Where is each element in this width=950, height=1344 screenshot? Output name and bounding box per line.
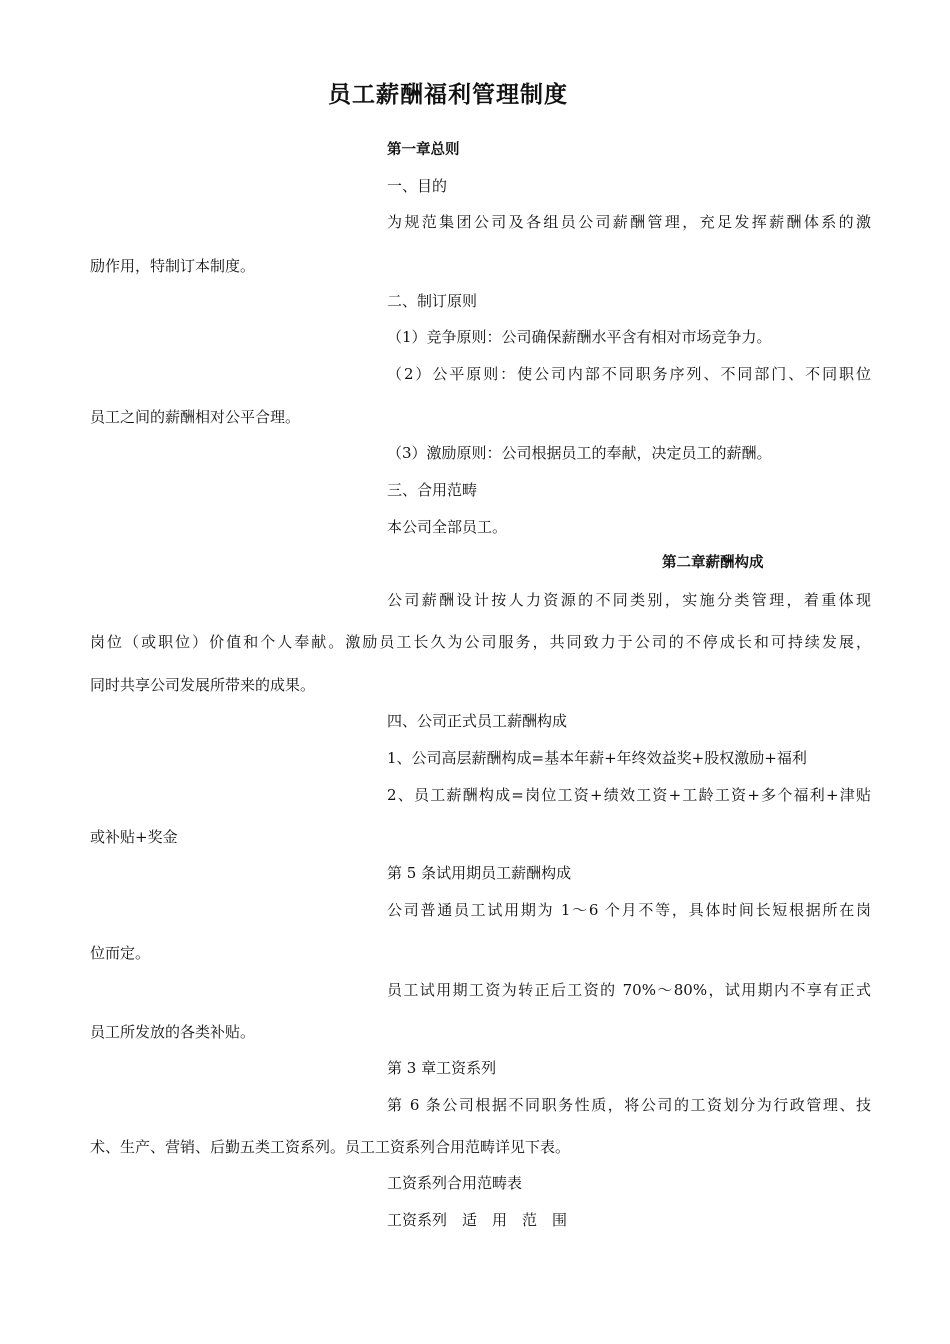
- chapter-1-heading: 第一章总则: [387, 142, 460, 158]
- table-caption: 工资系列合用范畴表: [387, 1174, 523, 1192]
- section-2-item-3: （3）激励原则：公司根据员工的奉献，决定员工的薪酬。: [387, 444, 772, 462]
- chapter-2-paragraph-line-2: 岗位（或职位）价值和个人奉献。激励员工长久为公司服务，共同致力于公司的不停成长和可持续发展，: [90, 633, 871, 651]
- section-4-item-2-line-1: 2、员工薪酬构成=岗位工资+绩效工资+工龄工资+多个福利+津贴: [387, 786, 871, 804]
- section-4-item-1: 1、公司高层薪酬构成=基本年薪+年终效益奖+股权激励+福利: [387, 749, 807, 767]
- article-5-paragraph-2-line-1: 员工试用期工资为转正后工资的 70%～80%，试用期内不享有正式: [387, 981, 871, 999]
- article-5-heading: 第 5 条试用期员工薪酬构成: [387, 864, 572, 882]
- section-3-heading: 三、合用范畴: [387, 481, 478, 499]
- table-header-row: 工资系列 适 用 范 围: [387, 1211, 568, 1229]
- section-4-item-2-line-2: 或补贴+奖金: [90, 828, 178, 846]
- article-6-line-1: 第 6 条公司根据不同职务性质，将公司的工资划分为行政管理、技: [387, 1096, 871, 1114]
- chapter-3-heading: 第 3 章工资系列: [387, 1059, 497, 1077]
- section-2-item-2-line-1: （2）公平原则：使公司内部不同职务序列、不同部门、不同职位: [387, 365, 871, 383]
- section-4-heading: 四、公司正式员工薪酬构成: [387, 712, 568, 730]
- article-5-paragraph-1-line-1: 公司普通员工试用期为 1～6 个月不等，具体时间长短根据所在岗: [387, 901, 871, 919]
- article-5-paragraph-1-line-2: 位而定。: [90, 944, 151, 962]
- section-1-paragraph-line-1: 为规范集团公司及各组员公司薪酬管理，充足发挥薪酬体系的激: [387, 213, 871, 231]
- chapter-2-heading: 第二章薪酬构成: [662, 555, 764, 571]
- section-2-item-1: （1）竞争原则：公司确保薪酬水平含有相对市场竞争力。: [387, 328, 772, 346]
- section-1-paragraph-line-2: 励作用，特制订本制度。: [90, 257, 256, 275]
- article-6-line-2: 术、生产、营销、后勤五类工资系列。员工工资系列合用范畴详见下表。: [90, 1138, 571, 1156]
- section-2-heading: 二、制订原则: [387, 292, 478, 310]
- section-2-item-2-line-2: 员工之间的薪酬相对公平合理。: [90, 408, 301, 426]
- article-5-paragraph-2-line-2: 员工所发放的各类补贴。: [90, 1023, 256, 1041]
- section-3-text: 本公司全部员工。: [387, 518, 508, 536]
- chapter-2-paragraph-line-1: 公司薪酬设计按人力资源的不同类别，实施分类管理，着重体现: [387, 591, 871, 609]
- chapter-2-paragraph-line-3: 同时共享公司发展所带来的成果。: [90, 676, 316, 694]
- section-1-heading: 一、目的: [387, 177, 448, 195]
- document-title: 员工薪酬福利管理制度: [328, 82, 568, 108]
